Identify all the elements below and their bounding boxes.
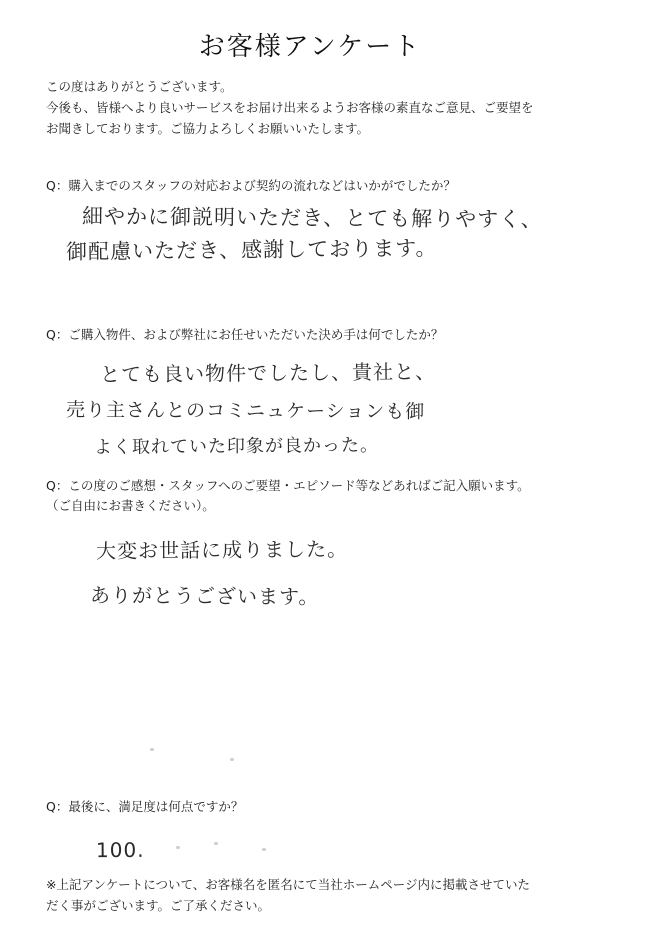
intro-line-1: この度はありがとうございます。 [46,79,233,94]
answer-1-line-1: 細やかに御説明いただき、とても解りやすく、 [81,204,543,232]
footer-note [46,874,646,916]
answer-3-line-2: ありがとうございます。 [89,583,320,609]
question-2-text: Q：ご購入物件、および弊社にお任せいただいた決め手は何でしたか？ [46,327,444,342]
question-4-text: Q：最後に、満足度は何点ですか？ [46,799,244,814]
answer-3-line-1: 大変お世話に成りました。 [95,536,349,564]
question-3-text-line-2: （ご自由にお書きください）。 [46,498,215,513]
scan-speck [230,758,234,761]
scan-speck [214,842,218,845]
intro-text [46,76,646,139]
question-2 [46,325,646,345]
question-1-text: Q：購入までのスタッフの対応および契約の流れなどはいかがでしたか？ [46,178,456,193]
question-3-text-line-1: Q：この度のご感想・スタッフへのご要望・エピソード等などあればご記入願います。 [46,478,530,493]
intro-line-2: 今後も、皆様へより良いサービスをお届け出来るようお客様の素直なご意見、ご要望を [46,100,534,115]
page-title: お客様アンケート [198,32,422,62]
question-3 [46,476,646,516]
question-4 [46,797,646,817]
answer-2-line-2: 売り主さんとのコミニュケーションも御 [65,399,426,423]
intro-line-3: お聞きしております。ご協力よろしくお願いいたします。 [46,121,370,136]
question-1 [46,176,646,196]
scan-speck [262,848,266,851]
answer-2-line-1: とても良い物件でしたし、貴社と、 [99,359,437,387]
answer-1-line-2: 御配慮いただき、感謝しております。 [65,236,438,264]
answer-4-score: 100. [95,837,145,863]
footer-note-line-1: ※上記アンケートについて、お客様名を匿名にて当社ホームページ内に掲載させていた [46,877,530,892]
scan-speck [150,748,154,751]
footer-note-line-2: だく事がございます。ご了承ください。 [46,898,271,913]
scan-speck [176,846,180,849]
answer-2-line-3: よく取れていた印象が良かった。 [93,435,380,458]
